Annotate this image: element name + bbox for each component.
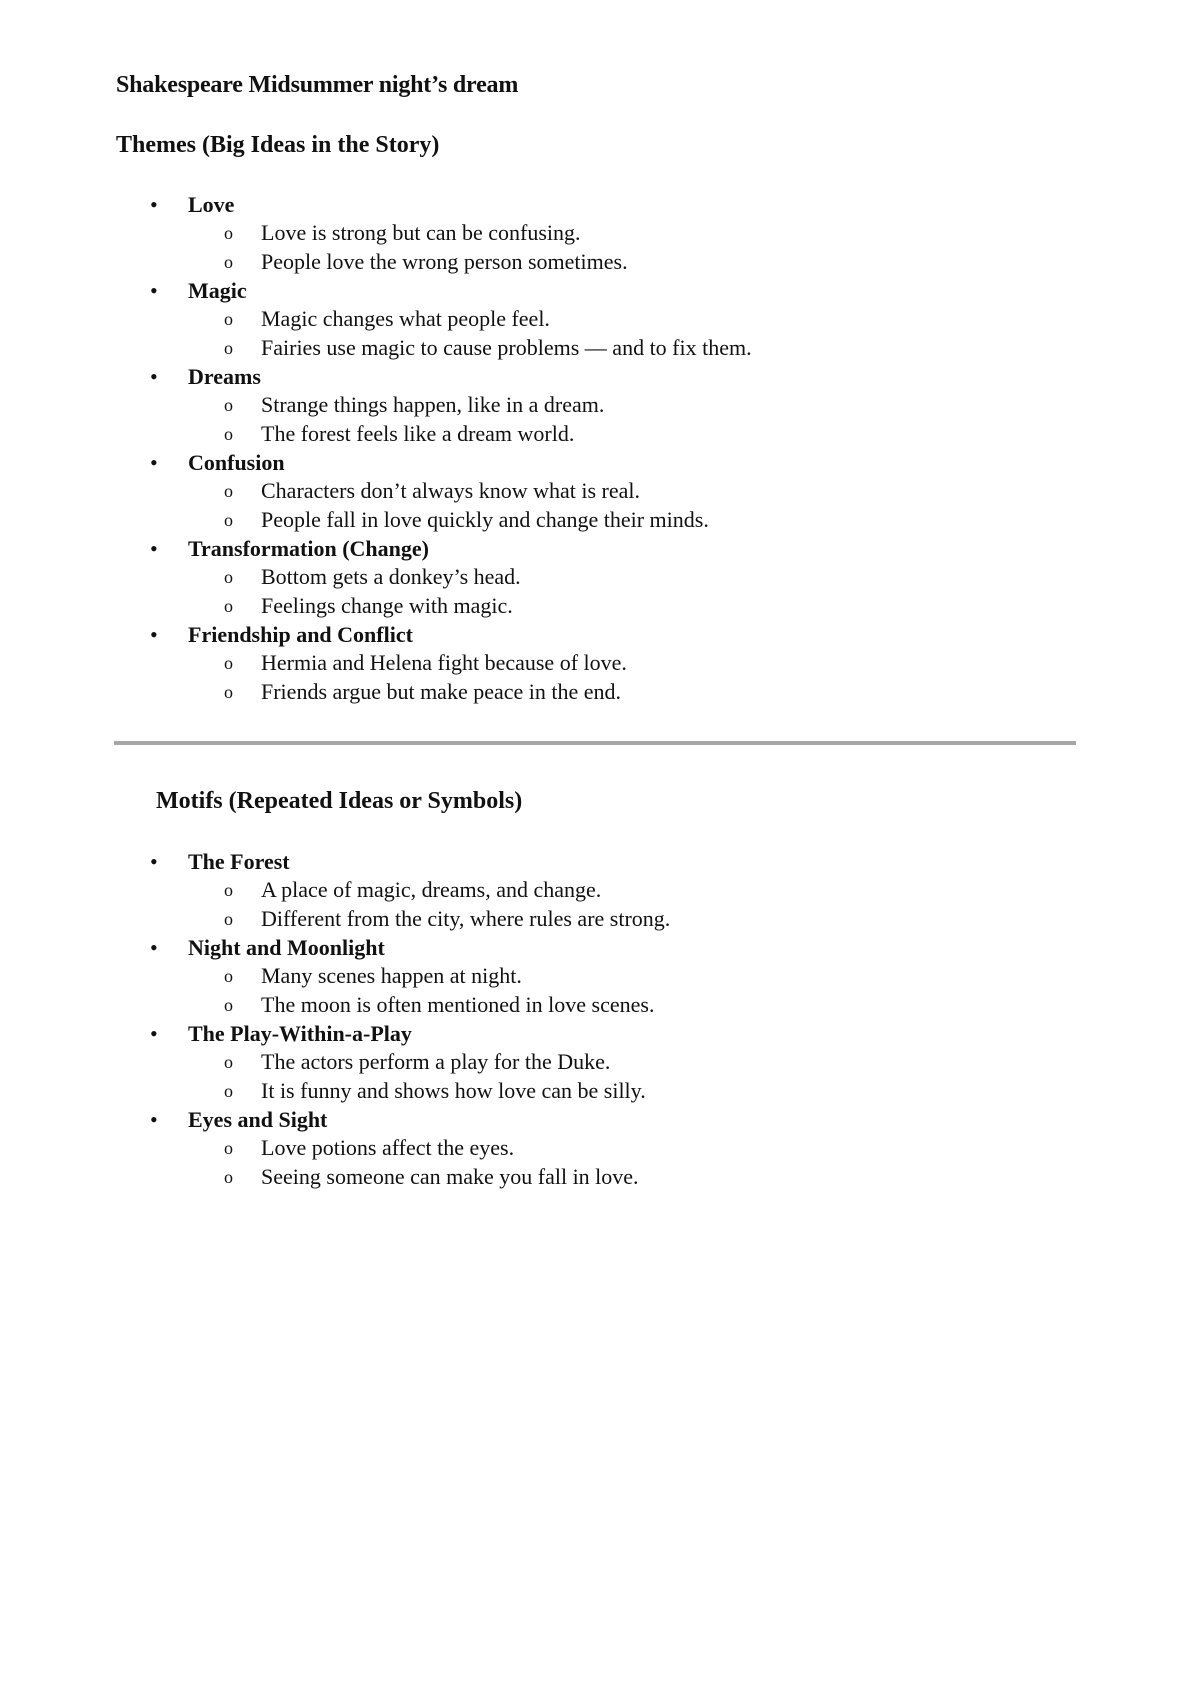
motif-label: Night and Moonlight <box>188 935 385 960</box>
sub-bullet-icon: o <box>224 251 233 272</box>
sub-bullet-icon: o <box>224 481 233 501</box>
section-divider <box>114 741 1076 745</box>
sub-bullet-icon: o <box>224 509 233 530</box>
theme-point-text: The forest feels like a dream world. <box>261 420 575 446</box>
theme-point-text: Strange things happen, like in a dream. <box>261 392 605 417</box>
theme-point-text: Friends argue but make peace in the end. <box>261 678 622 704</box>
bullet-icon: • <box>150 278 158 303</box>
bullet-icon: • <box>150 1021 158 1046</box>
sub-bullet-icon: o <box>224 595 233 616</box>
bullet-icon: • <box>150 935 158 960</box>
theme-point-text: Feelings change with magic. <box>261 592 513 618</box>
sub-bullet-icon: o <box>224 567 233 587</box>
theme-label: Magic <box>188 278 247 303</box>
sub-bullet-icon: o <box>224 1166 233 1187</box>
theme-label: Love <box>188 192 235 217</box>
motif-point-text: Different from the city, where rules are strong. <box>261 905 671 931</box>
theme-label: Friendship and Conflict <box>188 622 413 647</box>
bullet-icon: • <box>150 622 158 647</box>
sub-bullet-icon: o <box>224 309 233 329</box>
theme-point-text: Characters don’t always know what is real. <box>261 478 640 503</box>
sub-bullet-icon: o <box>224 1138 233 1158</box>
sub-bullet-icon: o <box>224 880 233 900</box>
sub-bullet-icon: o <box>224 653 233 673</box>
motif-point-text: Love potions affect the eyes. <box>261 1135 515 1160</box>
sub-bullet-icon: o <box>224 681 233 702</box>
theme-label: Confusion <box>188 450 285 475</box>
theme-label: Transformation (Change) <box>188 536 429 561</box>
sub-bullet-icon: o <box>224 423 233 444</box>
motif-label: The Play-Within-a-Play <box>188 1021 412 1046</box>
sub-bullet-icon: o <box>224 1052 233 1072</box>
bullet-icon: • <box>150 536 158 561</box>
motif-point-text: The moon is often mentioned in love scenes. <box>261 991 655 1017</box>
motif-label: Eyes and Sight <box>188 1107 328 1132</box>
theme-point-text: Bottom gets a donkey’s head. <box>261 564 521 589</box>
document-title: Shakespeare Midsummer night’s dream <box>116 72 519 98</box>
motif-point-text: Many scenes happen at night. <box>261 963 522 988</box>
bullet-icon: • <box>150 192 158 217</box>
theme-point-text: Love is strong but can be confusing. <box>261 220 581 245</box>
sub-bullet-icon: o <box>224 994 233 1015</box>
theme-label: Dreams <box>188 364 261 389</box>
motif-point-text: It is funny and shows how love can be silly. <box>261 1077 646 1103</box>
motif-label: The Forest <box>188 849 290 874</box>
sub-bullet-icon: o <box>224 223 233 243</box>
theme-point-text: People fall in love quickly and change their minds. <box>261 506 709 532</box>
theme-point-text: People love the wrong person sometimes. <box>261 248 628 274</box>
motif-point-text: A place of magic, dreams, and change. <box>261 877 602 902</box>
bullet-icon: • <box>150 849 158 874</box>
theme-point-text: Hermia and Helena fight because of love. <box>261 650 627 675</box>
sub-bullet-icon: o <box>224 337 233 358</box>
sub-bullet-icon: o <box>224 908 233 929</box>
sub-bullet-icon: o <box>224 1080 233 1101</box>
bullet-icon: • <box>150 450 158 475</box>
sub-bullet-icon: o <box>224 395 233 415</box>
motif-point-text: Seeing someone can make you fall in love. <box>261 1163 639 1189</box>
motifs-heading: Motifs (Repeated Ideas or Symbols) <box>156 788 523 814</box>
bullet-icon: • <box>150 1107 158 1132</box>
sub-bullet-icon: o <box>224 966 233 986</box>
motif-point-text: The actors perform a play for the Duke. <box>261 1049 611 1074</box>
themes-heading: Themes (Big Ideas in the Story) <box>116 132 440 158</box>
theme-point-text: Magic changes what people feel. <box>261 306 550 331</box>
bullet-icon: • <box>150 364 158 389</box>
theme-point-text: Fairies use magic to cause problems — and to fix them. <box>261 334 752 360</box>
